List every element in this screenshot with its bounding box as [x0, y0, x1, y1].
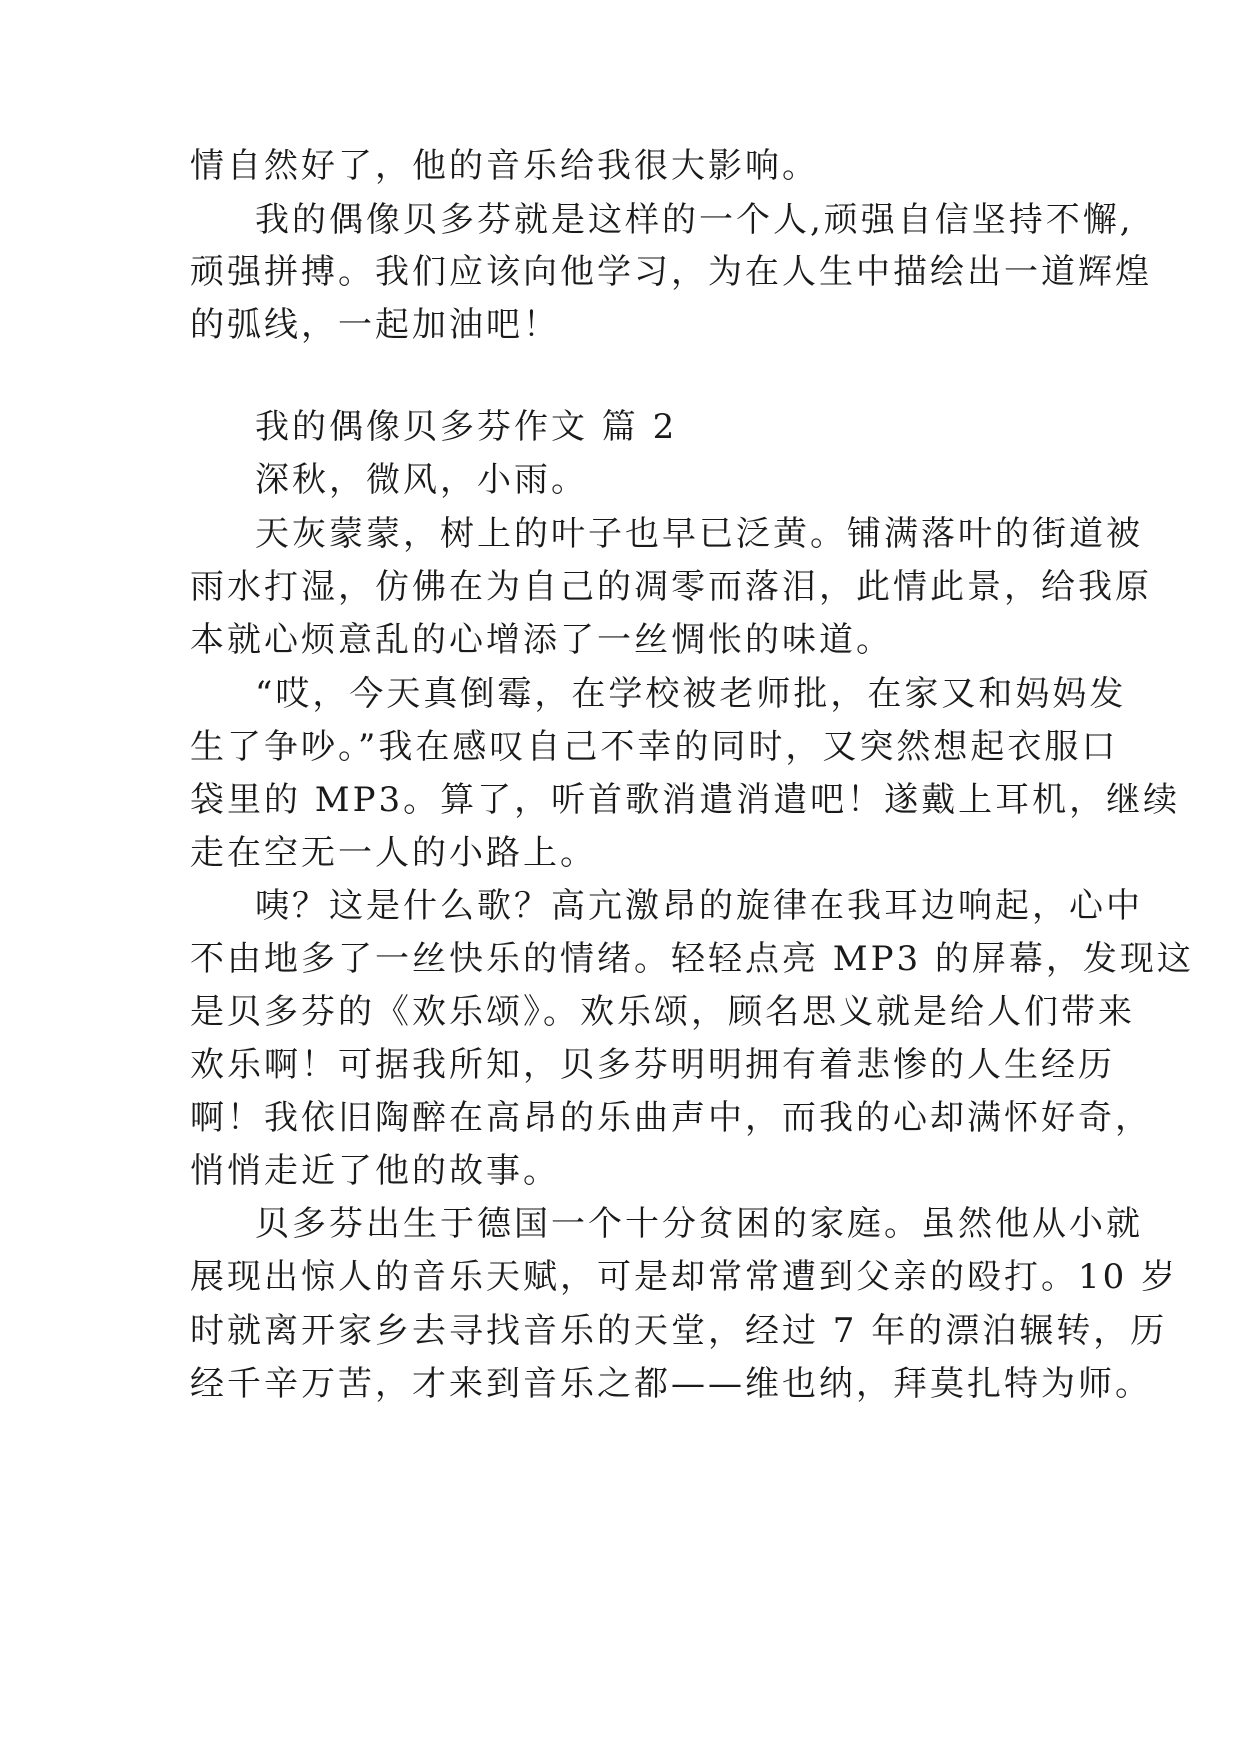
paragraph-line: 不由地多了一丝快乐的情绪。轻轻点亮 MP3 的屏幕，发现这: [190, 939, 1194, 979]
paragraph-line: 本就心烦意乱的心增添了一丝惆怅的味道。: [190, 620, 893, 660]
paragraph-line: 贝多芬出生于德国一个十分贫困的家庭。虽然他从小就: [255, 1204, 1143, 1244]
paragraph-line: 的弧线，一起加油吧！: [190, 305, 560, 345]
paragraph-line: 走在空无一人的小路上。: [190, 833, 597, 873]
paragraph-line: 咦？这是什么歌？高亢激昂的旋律在我耳边响起，心中: [255, 886, 1143, 926]
paragraph-line: 展现出惊人的音乐天赋，可是却常常遭到父亲的殴打。10 岁: [190, 1257, 1179, 1297]
paragraph-line: 顽强拼搏。我们应该向他学习，为在人生中描绘出一道辉煌: [190, 252, 1152, 292]
paragraph-line: 是贝多芬的《欢乐颂》。欢乐颂，顾名思义就是给人们带来: [190, 992, 1135, 1032]
paragraph-line: 深秋，微风，小雨。: [255, 460, 588, 500]
paragraph-line: 欢乐啊！可据我所知，贝多芬明明拥有着悲惨的人生经历: [190, 1045, 1115, 1085]
paragraph-line: 袋里的 MP3。算了，听首歌消遣消遣吧！遂戴上耳机，继续: [190, 780, 1181, 820]
paragraph-line: 天灰蒙蒙，树上的叶子也早已泛黄。铺满落叶的街道被: [255, 514, 1143, 554]
paragraph-line: 生了争吵。”我在感叹自己不幸的同时，又突然想起衣服口: [190, 727, 1119, 767]
paragraph-line: 经千辛万苦，才来到音乐之都——维也纳，拜莫扎特为师。: [190, 1364, 1152, 1404]
paragraph-line: 雨水打湿，仿佛在为自己的凋零而落泪，此情此景，给我原: [190, 567, 1152, 607]
paragraph-line: 啊！我依旧陶醉在高昂的乐曲声中，而我的心却满怀好奇，: [190, 1098, 1152, 1138]
paragraph-line: “哎，今天真倒霉，在学校被老师批，在家又和妈妈发: [255, 674, 1127, 714]
paragraph-line: 我的偶像贝多芬就是这样的一个人,顽强自信坚持不懈,: [255, 200, 1134, 240]
paragraph-line: 悄悄走近了他的故事。: [190, 1151, 560, 1191]
paragraph-line: 情自然好了，他的音乐给我很大影响。: [190, 146, 819, 186]
paragraph-line: 时就离开家乡去寻找音乐的天堂，经过 7 年的漂泊辗转，历: [190, 1311, 1168, 1351]
section-heading: 我的偶像贝多芬作文 篇 2: [255, 407, 678, 447]
